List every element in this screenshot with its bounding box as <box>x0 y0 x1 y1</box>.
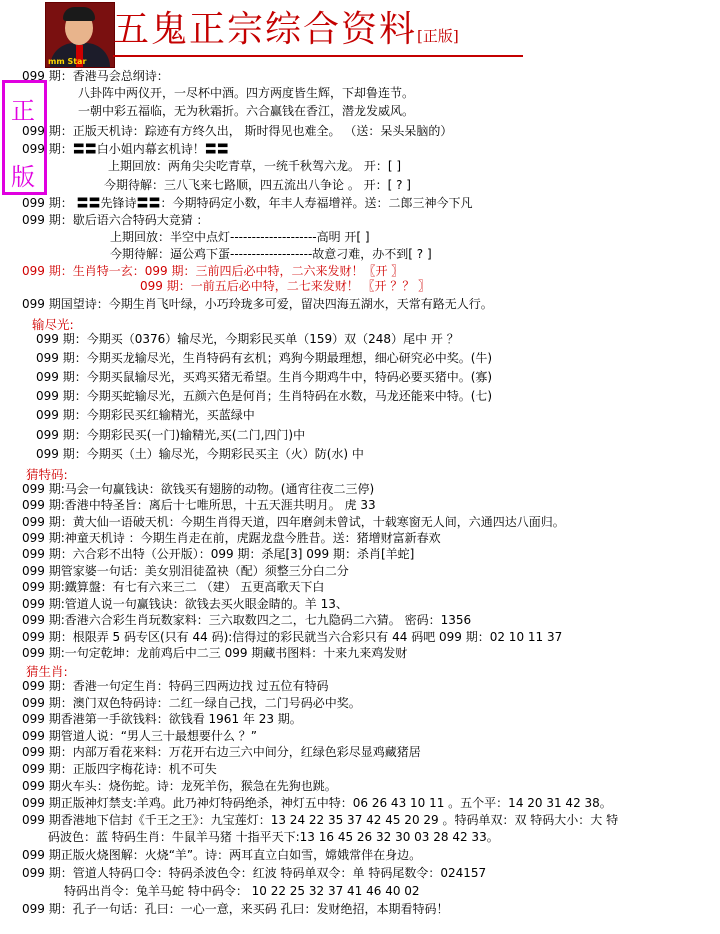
doc-line: 099 期火车头：烧伤蛇。诗：龙死羊伤，猴急在先狗也跳。 <box>22 779 337 793</box>
doc-line: 099 期香港第一手欲钱料：欲钱看 1961 年 23 期。 <box>22 712 302 726</box>
doc-line: 099 期：歇后语六合特码大竞猜 ： <box>22 213 209 227</box>
doc-line: 特码出肖令：兔羊马蛇 特中码令： 10 22 25 32 37 41 46 40 02 <box>64 884 420 898</box>
doc-line: 099 期： 〓〓先锋诗〓〓：今期特码定小数，年丰人寿福增祥。送：二郎三神今下凡 <box>22 196 473 210</box>
avatar <box>45 2 115 68</box>
doc-line: 099 期正版神灯禁支:羊鸡。此乃神灯特码绝杀，神灯五中特：06 26 43 10 11 。五个平：14 20 31 42 38。 <box>22 796 612 810</box>
page-title <box>113 8 459 58</box>
doc-line: 099 期香港地下信封《千王之王》：九宝莲灯：13 24 22 35 37 42 45 20 29 。特码单双：双 特码大小：大 特 <box>22 813 619 827</box>
doc-line: 099 期正版火烧图解：火烧“羊”。诗：两耳直立白如雪，嫦娥常伴在身边。 <box>22 848 422 862</box>
doc-line: 099 期：今期买鼠输尽光，买鸡买猪无希望。生肖今期鸡牛中，特码必要买猪中。(寡) <box>36 370 493 384</box>
doc-line: 一朝中彩五福临，无为秋霜折。六合赢钱在香江，潜龙发威风。 <box>78 104 415 118</box>
doc-line: 上期回放：两角尖尖吃青草，一统千秋驾六龙。 开：[ ] <box>108 159 401 173</box>
doc-line: 099 期：根限弄 5 码专区(只有 44 码):信得过的彩民就当六合彩只有 44 码吧 099 期：02 10 11 37 <box>22 630 563 644</box>
section-heading: 猜生肖: <box>26 664 68 679</box>
doc-line: 099 期：正版四字梅花诗：机不可失 <box>22 762 217 776</box>
doc-line: 上期回放：半空中点灯--------------------高明 开[ ] <box>110 230 370 244</box>
doc-line: 099 期：今期买蛇输尽光，五颜六色是何肖；生肖特码在水数，马龙还能来中特。(七) <box>36 389 493 403</box>
doc-line: 099 期：六合彩不出特（公开版）：099 期：杀尾[3] 099 期：杀肖[羊蛇] <box>22 547 415 561</box>
doc-line: 099 期:马会一句赢钱诀：欲钱买有翅膀的动物。(通宵往夜二三停) <box>22 482 375 496</box>
doc-line: 099 期：今期买（0376）输尽光，今期彩民买单（159）双（248）尾中 开 ？ <box>36 332 459 346</box>
doc-line: 099 期管家婆一句话：美女别泪徒盈袂（配）须整三分白二分 <box>22 564 349 578</box>
doc-line-highlight: 099 期：生肖特一玄：099 期：三前四后必中特，二六来发财！〖开 〗 <box>22 264 404 278</box>
doc-line-highlight: 099 期：一前五后必中特，二七来发财！ 〖开 ？？ 〗 <box>140 279 431 293</box>
doc-line: 099 期：孔子一句话：孔曰：一心一意，来买码 孔曰：发财绝招，本期看特码！ <box>22 902 449 916</box>
page-title-text: 五鬼正宗综合资料 <box>113 9 418 50</box>
doc-line: 099 期:一句定乾坤：龙前鸡后中二三 099 期藏书图料：十来九来鸡发财 <box>22 646 408 660</box>
doc-line: 099 期：澳门双色特码诗：二红一绿自己找，二门号码必中奖。 <box>22 696 361 710</box>
doc-line: 099 期：香港马会总纲诗： <box>22 69 169 83</box>
doc-line: 八卦阵中两仪开，一尽杯中酒。四方两度皆生辉，下却鲁连节。 <box>78 86 415 100</box>
doc-line: 099 期：今期彩民买(一门)输精光,买(二门,四门)中 <box>36 428 306 442</box>
section-heading: 输尽光: <box>32 317 74 332</box>
stamp-char-1: 正 <box>11 97 35 125</box>
doc-line: 099 期：管道人特码口令：特码杀波色令：红波 特码单双令：单 特码尾数令：024157 <box>22 866 487 880</box>
doc-line: 099 期：今期买（土）输尽光，今期彩民买主（火）防(水) 中 <box>36 447 364 461</box>
doc-line: 今期待解：三八飞来七路顺，四五流出八争论 。 开：[ ? ] <box>104 178 411 192</box>
stamp-char-2: 版 <box>11 163 35 191</box>
section-heading: 猜特码: <box>26 467 68 482</box>
page-header <box>45 0 535 68</box>
doc-line: 码波色：蓝 特码生肖：牛鼠羊马猪 十指平天下:13 16 45 26 32 30 03 28 42 33。 <box>48 830 499 844</box>
doc-line: 099 期:鐵算盤：有七有六来三二 （建） 五更高歌天下白 <box>22 580 325 594</box>
doc-line: 099 期：内部万看花来料：万花开右边三六中间分，红绿色彩尽显鸡藏猪居 <box>22 745 421 759</box>
doc-line: 099 期国望诗：今期生肖飞叶绿，小巧玲珑多可爱，留决四海五湖水，天常有路无人行。 <box>22 297 493 311</box>
doc-line: 099 期：香港一句定生肖：特码三四两边找 过五位有特码 <box>22 679 329 693</box>
doc-line: 099 期:香港六合彩生肖玩数家料：三六取数四之二，七九隐码二六猜。 密码：1356 <box>22 613 472 627</box>
doc-line: 今期待解：逼公鸡下蛋-------------------故意刁难，办不到[ ? ] <box>110 247 432 261</box>
doc-line: 099 期：黄大仙一语破天机：今期生肖得天道，四年磨剑未曾试，十载寒窗无人间，六通四达八面归。 <box>22 515 565 529</box>
doc-line: 099 期：今期买龙输尽光，生肖特码有玄机；鸡狗今期最理想，细心研究必中奖。(牛) <box>36 351 493 365</box>
title-underline <box>113 55 523 57</box>
doc-line: 099 期：今期彩民买红输精光，买蓝绿中 <box>36 408 255 422</box>
doc-line: 099 期：正版天机诗：踪迹有方终久出， 斯时得见也难全。 （送：呆头呆脑的） <box>22 124 453 138</box>
doc-line: 099 期:香港中特圣旨：离后十七唯所思，十五天涯共明月。 虎 33 <box>22 498 376 512</box>
page-title-sub: [正版] <box>417 27 459 45</box>
avatar-hair <box>63 7 95 21</box>
avatar-logo: mm Star <box>48 57 87 66</box>
doc-line: 099 期管道人说：“男人三十最想要什么 ？” <box>22 729 257 743</box>
doc-line: 099 期:管道人说一句赢钱诀：欲钱去买火眼金睛的。羊 13、 <box>22 597 348 611</box>
doc-line: 099 期:神童天机诗 ：今期生肖走在前，虎踞龙盘今胜昔。送：猪增财富新春欢 <box>22 531 441 545</box>
doc-line: 099 期：〓〓白小姐内幕玄机诗！〓〓 <box>22 142 229 156</box>
